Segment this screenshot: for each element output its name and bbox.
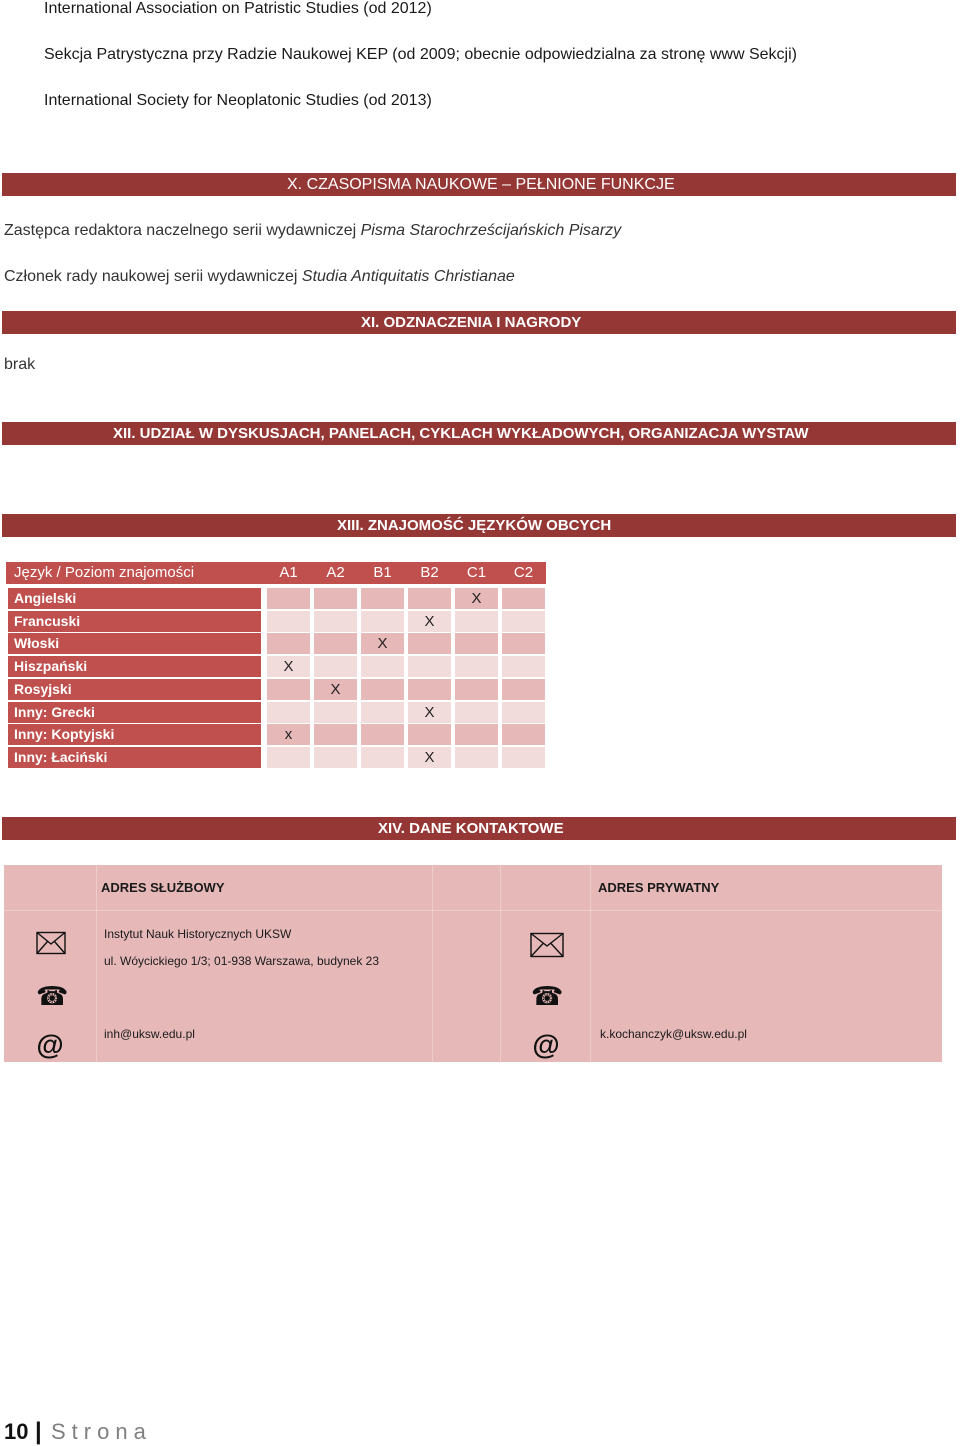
contact-table [4,865,942,1062]
language-name: Włoski [8,633,261,654]
journal-series-title: Pisma Starochrześcijańskich Pisarzy [360,222,622,239]
section-heading-text: X. CZASOPISMA NAUKOWE – PEŁNIONE FUNKCJE [287,176,675,193]
language-name: Inny: Grecki [8,702,261,723]
level-cell-a1 [267,588,310,609]
level-cell-a1: x [267,724,310,745]
level-cell-b1: X [361,633,404,654]
level-cell-c2 [502,679,545,700]
table-divider [432,865,433,1062]
work-email: inh@uksw.edu.pl [104,1027,195,1041]
level-cell-a1 [267,747,310,768]
section-heading-text: XI. ODZNACZENIA I NAGRODY [361,314,582,331]
level-cell-b1 [361,588,404,609]
level-cell-c1: X [455,588,498,609]
table-divider [590,865,591,1062]
level-cell-b2: X [408,702,451,723]
level-cell-a2 [314,702,357,723]
page-number: 10 [4,1419,29,1444]
work-address-title: ADRES SŁUŻBOWY [101,880,225,895]
level-cell-b1 [361,702,404,723]
level-cell-a2 [314,747,357,768]
membership-item: International Society for Neoplatonic Studies (od 2013) [44,92,432,109]
level-cell-b2 [408,724,451,745]
level-cell-a1 [267,611,310,632]
level-cell-b1 [361,611,404,632]
journal-role: Członek rady naukowej serii wydawniczej [4,268,302,285]
level-header-b2: B2 [420,564,439,581]
level-cell-a1 [267,633,310,654]
level-cell-c2 [502,656,545,677]
page-word: Strona [51,1419,152,1444]
journal-role-item [4,268,515,286]
at-sign-icon: @ [36,1029,64,1060]
language-row [0,611,546,632]
section-heading-text: XII. UDZIAŁ W DYSKUSJACH, PANELACH, CYKLACH WYKŁADOWYCH, ORGANIZACJA WYSTAW [113,425,809,442]
footer-separator: | [35,1418,42,1445]
level-header-a2: A2 [326,564,345,581]
section-heading-languages [2,514,956,537]
at-sign-icon: @ [532,1029,560,1060]
level-cell-a1: X [267,656,310,677]
level-cell-c2 [502,724,545,745]
level-cell-b2: X [408,611,451,632]
level-cell-c2 [502,633,545,654]
section-heading-discussions [2,422,956,445]
level-header-c2: C2 [513,564,534,581]
level-header-b1: B1 [373,564,392,581]
level-header-c1: C1 [466,564,487,581]
level-cell-b1 [361,747,404,768]
language-row [0,747,546,768]
level-cell-b2: X [408,747,451,768]
level-cell-b2 [408,656,451,677]
level-cell-c1 [455,747,498,768]
level-cell-b2 [408,679,451,700]
level-cell-c1 [455,724,498,745]
section-heading-text: XIII. ZNAJOMOŚĆ JĘZYKÓW OBCYCH [337,517,612,534]
level-cell-a2 [314,724,357,745]
language-column-header: Język / Poziom znajomości [14,564,195,581]
language-row [0,679,546,700]
section-heading-awards [2,311,956,334]
level-cell-c2 [502,588,545,609]
language-name: Angielski [8,588,261,609]
language-row [0,702,546,723]
level-cell-c2 [502,702,545,723]
table-divider [96,865,97,1062]
level-cell-b1 [361,679,404,700]
table-divider [500,865,501,1062]
work-address-line: Instytut Nauk Historycznych UKSW [104,927,292,941]
telephone-icon: ☎ [36,982,69,1012]
level-cell-a1 [267,679,310,700]
language-name: Hiszpański [8,656,261,677]
level-cell-c2 [502,611,545,632]
awards-content: brak [4,356,36,373]
level-cell-a2 [314,656,357,677]
level-cell-a2 [314,633,357,654]
level-cell-c1 [455,679,498,700]
language-name: Francuski [8,611,261,632]
membership-item: Sekcja Patrystyczna przy Radzie Naukowej KEP (od 2009; obecnie odpowiedzialna za stronę www Sekcji) [44,46,797,63]
envelope-icon [36,931,66,955]
work-address-line: ul. Wóycickiego 1/3; 01-938 Warszawa, budynek 23 [104,954,380,968]
level-cell-c2 [502,747,545,768]
level-cell-a2 [314,611,357,632]
table-divider [4,910,942,911]
level-cell-b2 [408,588,451,609]
language-name: Inny: Koptyjski [8,724,261,745]
level-cell-b1 [361,724,404,745]
envelope-icon [530,932,564,958]
level-cell-b2 [408,633,451,654]
language-row [0,588,546,609]
section-heading-text: XIV. DANE KONTAKTOWE [378,820,564,837]
language-name: Inny: Łaciński [8,747,261,768]
level-cell-c1 [455,633,498,654]
language-name: Rosyjski [8,679,261,700]
language-row [0,633,546,654]
level-cell-b1 [361,656,404,677]
section-heading-journals [2,173,956,196]
level-cell-a2: X [314,679,357,700]
language-table-header [6,562,546,584]
journal-role: Zastępca redaktora naczelnego serii wydawniczej [4,222,361,239]
section-heading-contact [2,817,956,840]
journal-series-title: Studia Antiquitatis Christianae [301,268,515,285]
language-row [0,724,546,745]
journal-role-item [4,222,621,240]
private-address-title: ADRES PRYWATNY [598,880,720,895]
level-cell-a2 [314,588,357,609]
language-row [0,656,546,677]
level-cell-c1 [455,611,498,632]
membership-item: International Association on Patristic Studies (od 2012) [44,0,432,17]
private-email: k.kochanczyk@uksw.edu.pl [600,1027,747,1041]
level-cell-c1 [455,656,498,677]
telephone-icon: ☎ [531,982,564,1012]
level-cell-c1 [455,702,498,723]
level-cell-a1 [267,702,310,723]
level-header-a1: A1 [279,564,298,581]
